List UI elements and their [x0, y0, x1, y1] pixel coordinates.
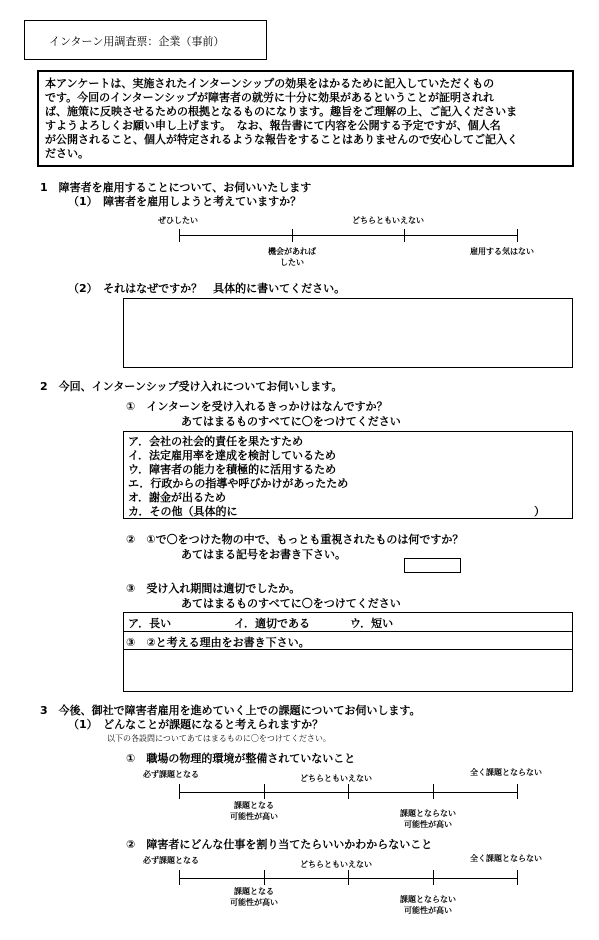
answer-box-reason[interactable]: [123, 298, 573, 368]
intro-line: が公開されること、個人が特定されるような報告をすることはありませんので安心してご記入く: [45, 133, 518, 146]
scale-label-right: 雇用する気はない: [470, 247, 534, 256]
issue-1-right: 全く課題とならない: [470, 768, 542, 777]
scale-tick: [433, 870, 434, 885]
option-o[interactable]: オ．謝金が出るため: [128, 491, 227, 504]
intro-box: [37, 70, 574, 167]
answer-box-symbol[interactable]: [404, 558, 461, 573]
question-2-3: ③ 受け入れ期間は適切でしたか。: [126, 582, 301, 595]
page-title: インターン用調査票：企業（事前）: [49, 35, 225, 48]
scale-tick: [264, 870, 265, 885]
issue-2-low2: 課題とならない: [400, 895, 456, 904]
issue-1-low1: 可能性が高い: [230, 812, 278, 821]
period-option-long[interactable]: ア．長い: [128, 617, 172, 630]
scale-tick: [348, 870, 349, 885]
scale-label-left: ぜひしたい: [158, 216, 198, 225]
scale-tick: [264, 784, 265, 799]
divider: [124, 649, 572, 650]
question-3-title: 3 今後、御社で障害者雇用を進めていく上での課題についてお伺いします。: [40, 704, 421, 717]
intro-line: すようよろしくお願い申し上げます。 なお、報告書にて内容を公開する予定ですが、個人名: [45, 119, 501, 132]
options-box: [123, 431, 573, 519]
question-2-2-sub: あてはまる記号をお書き下さい。: [181, 548, 346, 561]
issue-2-low1: 課題となる: [234, 887, 274, 896]
period-reason-label: ③ ②と考える理由をお書き下さい。: [126, 636, 310, 649]
option-ka[interactable]: カ．その他（具体的に: [128, 505, 238, 518]
title-box: [24, 20, 267, 60]
intro-line: です。今回のインターンシップが障害者の就労に十分に効果があるということが証明されれ: [45, 91, 494, 104]
issue-2-left: 必ず課題となる: [143, 856, 199, 865]
scale-tick: [517, 229, 518, 242]
question-1-2: （2） それはなぜですか？ 具体的に書いてください。: [68, 282, 346, 295]
scale-line: [179, 235, 517, 236]
scale-tick: [348, 784, 349, 799]
intro-line: 本アンケートは、実施されたインターンシップの効果をはかるために記入していただくもの: [45, 77, 495, 90]
question-3-1: （1） どんなことが課題になると考えられますか？: [68, 718, 324, 731]
issue-1-left: 必ず課題となる: [143, 770, 199, 779]
intro-line: ば、施策に反映させるための根拠となるものになります。趣旨をご理解の上、ご記入くださいま: [45, 105, 518, 118]
issue-1-low1: 課題となる: [234, 801, 274, 810]
option-ka-close: ）: [534, 505, 545, 518]
option-i[interactable]: イ．法定雇用率を達成を検討しているため: [128, 449, 337, 462]
scale-tick: [517, 870, 518, 885]
period-option-short[interactable]: ウ．短い: [350, 617, 394, 630]
period-option-ok[interactable]: イ．適切である: [234, 617, 311, 630]
issue-2-title: ② 障害者にどんな仕事を割り当てたらいいかわからないこと: [126, 838, 433, 851]
scale-tick: [179, 784, 180, 799]
issue-1-low2: 可能性が高い: [404, 820, 452, 829]
issue-2-low2: 可能性が高い: [404, 906, 452, 915]
scale-label-bottom: したい: [280, 258, 304, 267]
question-1-title: 1 障害者を雇用することについて、お伺いいたします: [40, 181, 312, 194]
scale-label-mid: どちらともいえない: [352, 216, 424, 225]
scale-label-bottom: 機会があれば: [268, 247, 316, 256]
issue-2-low1: 可能性が高い: [230, 898, 278, 907]
issue-2-right: 全く課題とならない: [470, 854, 542, 863]
option-a[interactable]: ア．会社の社会的責任を果たすため: [128, 435, 304, 448]
scale-tick: [179, 870, 180, 885]
question-3-note: 以下の各設問についてあてはまるものに〇をつけてください。: [107, 734, 331, 743]
divider: [124, 631, 572, 632]
issue-2-mid: どちらともいえない: [300, 860, 372, 869]
question-2-1: ① インターンを受け入れるきっかけはなんですか？: [126, 400, 388, 413]
option-u[interactable]: ウ．障害者の能力を積極的に活用するため: [128, 463, 337, 476]
scale-tick: [517, 784, 518, 799]
scale-tick: [404, 229, 405, 242]
question-2-title: 2 今回、インターンシップ受け入れについてお伺いします。: [40, 380, 343, 393]
question-2-2: ② ①で〇をつけた物の中で、もっとも重視されたものは何ですか？: [126, 533, 464, 546]
question-1-1: （1） 障害者を雇用しようと考えていますか？: [68, 195, 302, 208]
question-2-1-sub: あてはまるものすべてに〇をつけてください: [181, 415, 401, 428]
question-2-3-sub: あてはまるものすべてに〇をつけてください: [181, 597, 401, 610]
period-box: [123, 612, 573, 692]
scale-tick: [179, 229, 180, 242]
issue-1-mid: どちらともいえない: [300, 774, 372, 783]
issue-1-title: ① 職場の物理的環境が整備されていないこと: [126, 752, 356, 765]
intro-line: ださい。: [45, 147, 89, 160]
scale-tick: [292, 229, 293, 242]
option-e[interactable]: エ．行政からの指導や呼びかけがあったため: [128, 477, 349, 490]
issue-1-low2: 課題とならない: [400, 809, 456, 818]
scale-tick: [433, 784, 434, 799]
